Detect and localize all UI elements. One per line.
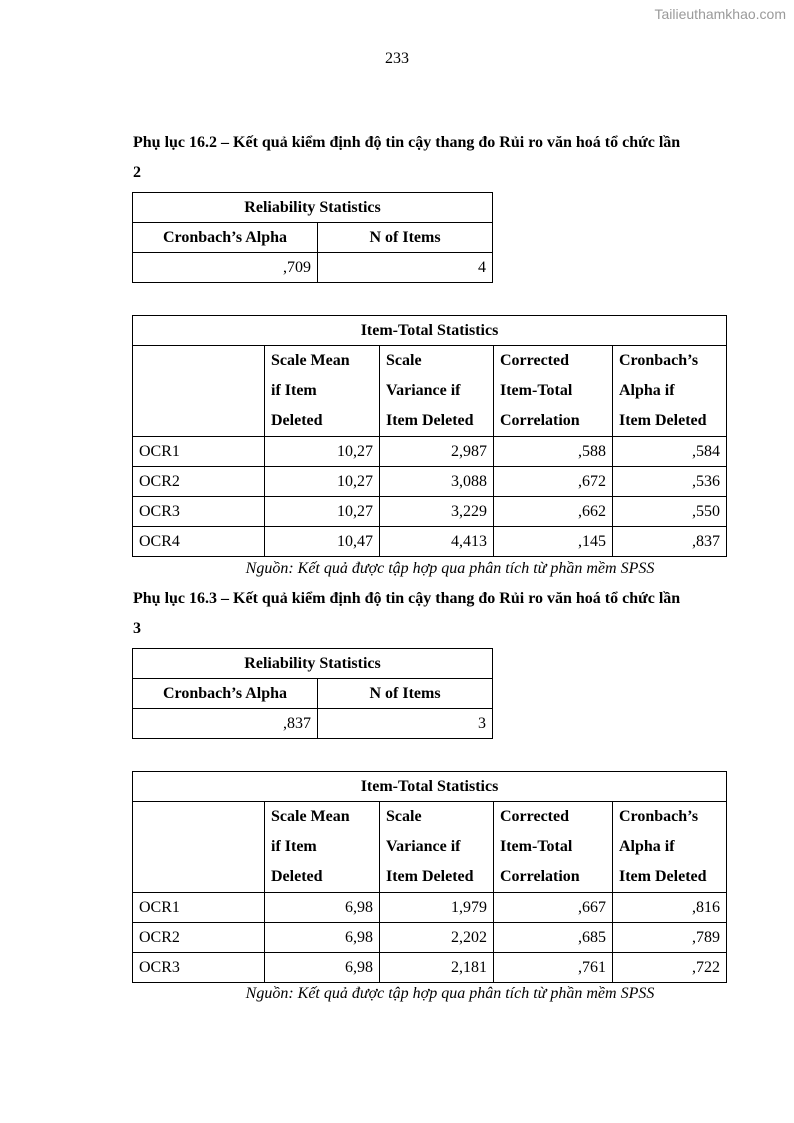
alpha-if-deleted: ,536 (613, 467, 727, 497)
scale-variance: 2,181 (380, 953, 494, 983)
alpha-if-deleted: ,584 (613, 437, 727, 467)
scale-mean: 6,98 (265, 923, 380, 953)
scale-variance: 3,088 (380, 467, 494, 497)
item-total-correlation: ,667 (494, 893, 613, 923)
scale-variance: 1,979 (380, 893, 494, 923)
scale-variance: 2,202 (380, 923, 494, 953)
n-items-value: 3 (318, 709, 493, 739)
appendix-heading-16-3 (133, 584, 733, 644)
item-label: OCR3 (133, 497, 265, 527)
item-label: OCR4 (133, 527, 265, 557)
table-row (133, 497, 727, 527)
table-title: Reliability Statistics (133, 193, 493, 223)
table-row (133, 437, 727, 467)
source-note: Nguồn: Kết quả được tập hợp qua phân tích từ phần mềm SPSS (245, 560, 655, 577)
scale-mean: 10,27 (265, 437, 380, 467)
scale-variance: 4,413 (380, 527, 494, 557)
appendix-heading-16-2 (133, 128, 733, 188)
item-total-correlation: ,145 (494, 527, 613, 557)
item-total-correlation: ,588 (494, 437, 613, 467)
item-label: OCR3 (133, 953, 265, 983)
table-body (133, 893, 727, 983)
alpha-if-deleted: ,550 (613, 497, 727, 527)
scale-mean: 6,98 (265, 953, 380, 983)
table-row (133, 527, 727, 557)
item-total-correlation: ,685 (494, 923, 613, 953)
scale-mean: 10,47 (265, 527, 380, 557)
empty-header-cell (133, 346, 265, 437)
heading-line: 3 (133, 620, 141, 637)
column-header: Scale Mean if Item Deleted (265, 802, 380, 893)
column-header: Scale Mean if Item Deleted (265, 346, 380, 437)
alpha-if-deleted: ,789 (613, 923, 727, 953)
table-title: Item-Total Statistics (133, 772, 727, 802)
watermark: Tailieuthamkhao.com (654, 6, 786, 22)
scale-variance: 3,229 (380, 497, 494, 527)
reliability-statistics-table (132, 648, 493, 739)
item-label: OCR1 (133, 893, 265, 923)
column-header: Corrected Item-Total Correlation (494, 802, 613, 893)
heading-line: 2 (133, 164, 141, 181)
item-total-correlation: ,761 (494, 953, 613, 983)
column-header: N of Items (318, 223, 493, 253)
cronbach-alpha-value: ,709 (133, 253, 318, 283)
table-body (133, 437, 727, 557)
item-total-statistics-table (132, 771, 727, 983)
alpha-if-deleted: ,837 (613, 527, 727, 557)
column-header: Scale Variance if Item Deleted (380, 346, 494, 437)
alpha-if-deleted: ,722 (613, 953, 727, 983)
source-note: Nguồn: Kết quả được tập hợp qua phân tích từ phần mềm SPSS (245, 985, 655, 1002)
empty-header-cell (133, 802, 265, 893)
item-label: OCR2 (133, 467, 265, 497)
heading-line: Phụ lục 16.2 – Kết quả kiểm định độ tin cậy thang đo Rủi ro văn hoá tổ chức lần (133, 134, 681, 151)
item-total-correlation: ,662 (494, 497, 613, 527)
reliability-statistics-table (132, 192, 493, 283)
scale-mean: 10,27 (265, 467, 380, 497)
table-row (133, 893, 727, 923)
table-row (133, 923, 727, 953)
cronbach-alpha-value: ,837 (133, 709, 318, 739)
table-row (133, 953, 727, 983)
column-header: Cronbach’s Alpha (133, 223, 318, 253)
column-header: Corrected Item-Total Correlation (494, 346, 613, 437)
column-header: Cronbach’s Alpha (133, 679, 318, 709)
alpha-if-deleted: ,816 (613, 893, 727, 923)
scale-mean: 10,27 (265, 497, 380, 527)
item-total-correlation: ,672 (494, 467, 613, 497)
item-label: OCR2 (133, 923, 265, 953)
scale-variance: 2,987 (380, 437, 494, 467)
table-title: Reliability Statistics (133, 649, 493, 679)
item-label: OCR1 (133, 437, 265, 467)
scale-mean: 6,98 (265, 893, 380, 923)
column-header: Scale Variance if Item Deleted (380, 802, 494, 893)
column-header: N of Items (318, 679, 493, 709)
table-row (133, 467, 727, 497)
page-number: 233 (385, 50, 409, 67)
table-title: Item-Total Statistics (133, 316, 727, 346)
heading-line: Phụ lục 16.3 – Kết quả kiểm định độ tin cậy thang đo Rủi ro văn hoá tổ chức lần (133, 590, 681, 607)
n-items-value: 4 (318, 253, 493, 283)
column-header: Cronbach’s Alpha if Item Deleted (613, 802, 727, 893)
column-header: Cronbach’s Alpha if Item Deleted (613, 346, 727, 437)
item-total-statistics-table (132, 315, 727, 557)
